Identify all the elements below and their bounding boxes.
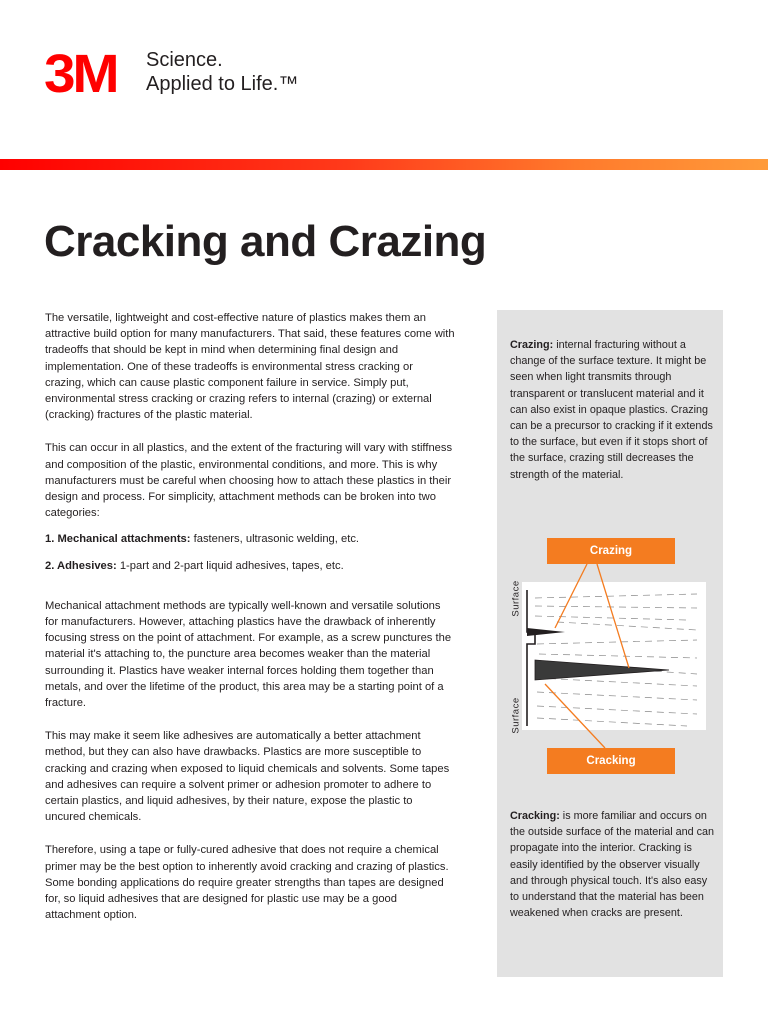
paragraph-intro: The versatile, lightweight and cost-effective nature of plastics makes them an attractive build option for many manufacturers. That said, these features come with tradeoffs that should be kept in mind when determining final design and implementation. One of these tradeoffs is environmental stress cracking or crazing, which can cause plastic component failure in service. Simply put, environmental stress cracking or crazing refers to internal (crazing) or external (cracking) fractures of the plastic material. (45, 312, 455, 422)
tagline-line-2: Applied to Life.™ (146, 73, 299, 95)
page-title: Cracking and Crazing (44, 217, 487, 266)
list-item-label: 1. Mechanical attachments: (45, 533, 191, 546)
paragraph-conclusion: Therefore, using a tape or fully-cured adhesive that does not require a chemical primer may be the best option to inherently avoid cracking and crazing of plastics. Some bonding applications do require greater strengths than tapes are designed for, so liquid adhesives that are designed for plastic use may be a good attachment option. (45, 844, 449, 922)
main-body-text (45, 310, 455, 941)
list-item-mechanical (45, 531, 455, 547)
3m-logo-mark: 3M (44, 44, 117, 104)
cracking-description: is more familiar and occurs on the outside surface of the material and can propagate into the interior. Cracking is easily identified by the observer visually and through physical touch. It's also easy to understand that the material has been weakened when cracks are present. (510, 810, 715, 920)
cracking-term: Cracking: (510, 810, 560, 822)
crazing-definition (510, 337, 715, 483)
brand-gradient-bar (0, 159, 768, 170)
list-item-label: 2. Adhesives: (45, 559, 117, 572)
crazing-term: Crazing: (510, 339, 554, 351)
crazing-callout: Crazing (547, 538, 675, 564)
crack-craze-diagram (497, 536, 723, 776)
brand-tagline (146, 48, 298, 96)
list-item-text: fasteners, ultrasonic welding, etc. (190, 533, 360, 546)
definition-sidebar (497, 310, 723, 977)
brand-logo (44, 46, 334, 102)
crazing-description: internal fracturing without a change of the surface texture. It might be seen when light transmits through transparent or translucent material and it can also exist in opaque plastics. Crazing can be a precursor to cracking if it extends to the surface, but even if it stops short of the surface, crazing still decreases the strength of the material. (510, 339, 713, 481)
surface-label-bottom: Surface (510, 697, 522, 734)
list-item-text: 1-part and 2-part liquid adhesives, tapes, etc. (116, 559, 344, 572)
list-item-adhesives (45, 558, 455, 574)
diagram-illustration (497, 536, 723, 776)
cracking-callout: Cracking (547, 748, 675, 774)
tagline-line-1: Science. (146, 49, 223, 71)
cracking-definition (510, 808, 715, 921)
surface-label-top: Surface (510, 580, 522, 617)
paragraph-mechanical: Mechanical attachment methods are typically well-known and versatile solutions for manufacturers. However, attaching plastics have the drawback of inherently focusing stress on the point of attachment. For example, as a screw punctures the material it's attaching to, the puncture area becomes weaker than the material surrounding it. Plastics have weaker internal forces holding them together than metals, and over the lifetime of the product, this area may be a starting point of a fracture. (45, 599, 452, 710)
paragraph-adhesives: This may make it seem like adhesives are automatically a better attachment method, but they can also have drawbacks. Plastics are more susceptible to cracking and crazing when exposed to liquid chemicals and solvents. Some tapes and adhesives can require a solvent primer or adhesion promoter to adhere to certain plastics, and liquid adhesives, by their nature, expose the plastic to uncured chemicals. (45, 730, 450, 824)
paragraph-categories: This can occur in all plastics, and the extent of the fracturing will vary with stiffness and composition of the plastic, environmental conditions, and more. This is why manufacturers must be careful when choosing how to attach these plastics in their design and process. For simplicity, attachment methods can be broken into two categories: (45, 442, 453, 520)
